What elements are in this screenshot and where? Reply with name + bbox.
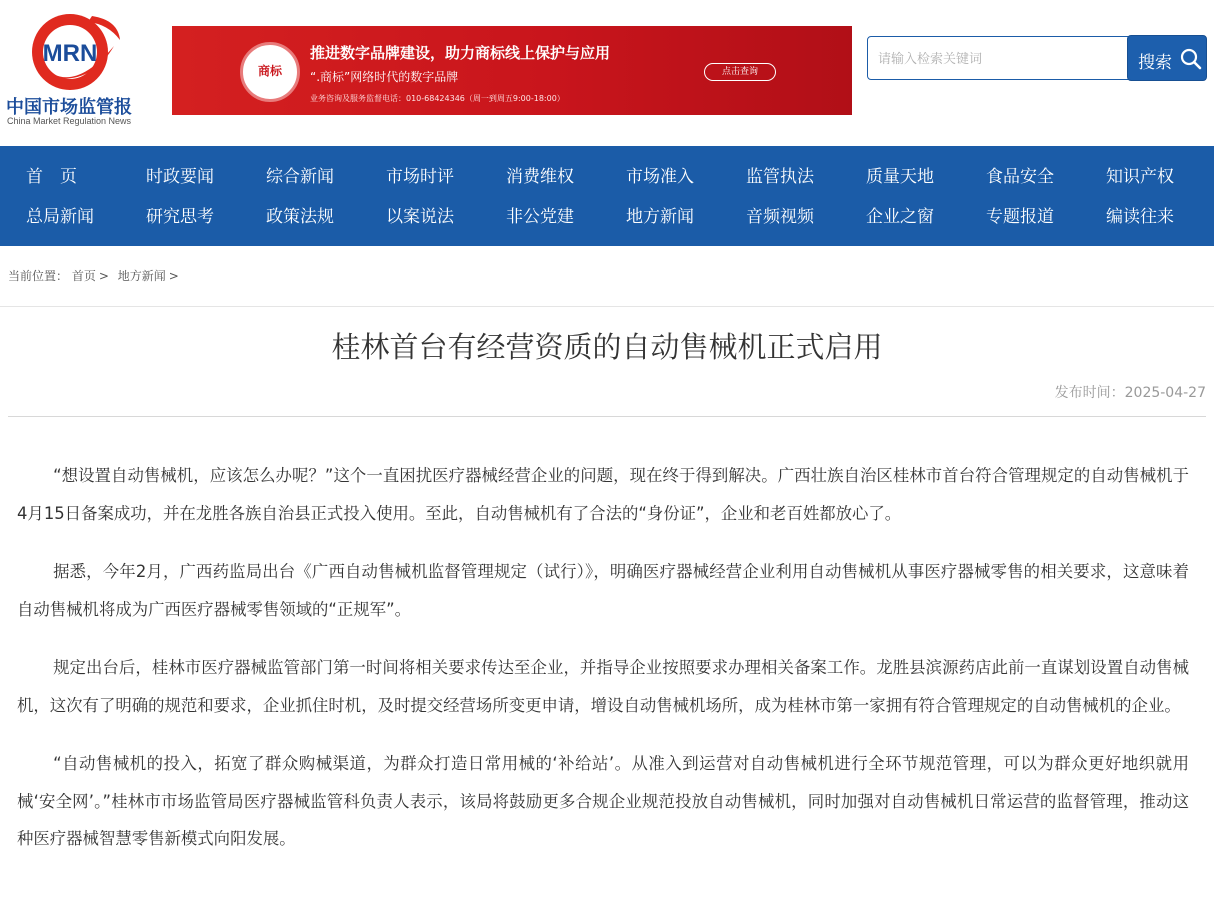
site-header xyxy=(0,0,1214,146)
breadcrumb-separator: > xyxy=(98,269,109,283)
breadcrumb-home[interactable]: 首页 xyxy=(71,269,96,283)
main-nav xyxy=(0,146,1214,246)
nav-item[interactable]: 地方新闻 xyxy=(626,207,694,227)
site-logo[interactable] xyxy=(0,0,150,135)
article-title: 桂林首台有经营资质的自动售械机正式启用 xyxy=(331,330,883,364)
nav-item[interactable]: 市场准入 xyxy=(626,167,694,187)
nav-item[interactable]: 非公党建 xyxy=(506,207,574,227)
article-paragraph: “自动售械机的投入，拓宽了群众购械渠道，为群众打造日常用械的‘补给站’。从准入到运营对自动售械机进行全环节规范管理，可以为群众更好地织就用械‘安全网’。”桂林市市场监管局医疗器械监管科负责人表示，该局将鼓励更多合规企业规范投放自动售械机，同时加强对自动售械机日常运营的监督管理，推动这种医疗器械智慧零售新模式向阳发展。 xyxy=(17,754,1189,848)
search-box xyxy=(867,36,1135,80)
svg-text:MRN: MRN xyxy=(42,40,98,67)
nav-row-2 xyxy=(0,202,1214,232)
nav-item[interactable]: 专题报道 xyxy=(986,207,1054,227)
nav-item[interactable]: 企业之窗 xyxy=(866,207,934,227)
nav-item[interactable]: 监管执法 xyxy=(746,167,814,187)
banner-query-button[interactable]: 点击查询 xyxy=(704,63,776,81)
article-paragraph: 规定出台后，桂林市医疗器械监管部门第一时间将相关要求传达至企业，并指导企业按照要求办理相关备案工作。龙胜县滨源药店此前一直谋划设置自动售械机，这次有了明确的规范和要求，企业抓住时机，及时提交经营场所变更申请，增设自动售械机场所，成为桂林市第一家拥有符合管理规定的自动售械机的企业。 xyxy=(17,658,1189,715)
article-pubdate: 发布时间：2025-04-27 xyxy=(1054,385,1206,401)
banner-headline: 推进数字品牌建设，助力商标线上保护与应用 xyxy=(310,44,611,62)
nav-item[interactable]: 时政要闻 xyxy=(146,167,214,187)
nav-item[interactable]: 知识产权 xyxy=(1106,167,1174,187)
nav-item[interactable]: 编读往来 xyxy=(1106,207,1174,227)
nav-item[interactable]: 消费维权 xyxy=(506,167,574,187)
nav-row-1 xyxy=(0,162,1214,192)
logo-name-en: China Market Regulation News xyxy=(7,116,132,126)
divider xyxy=(0,306,1214,307)
divider xyxy=(8,416,1206,417)
nav-item[interactable]: 市场时评 xyxy=(386,167,454,187)
nav-item[interactable]: 政策法规 xyxy=(266,207,334,227)
article-body xyxy=(17,457,1189,879)
breadcrumb-separator: > xyxy=(168,269,179,283)
nav-item[interactable]: 总局新闻 xyxy=(26,207,94,227)
search-icon xyxy=(1180,48,1202,70)
banner-subline: “.商标”网络时代的数字品牌 xyxy=(310,70,459,84)
breadcrumb-prefix: 当前位置： xyxy=(8,269,69,283)
logo-name-cn: 中国市场监管报 xyxy=(6,97,132,118)
logo-mark-icon xyxy=(22,6,122,94)
trademark-seal-icon: 商标 xyxy=(240,42,300,102)
search-button[interactable] xyxy=(1127,35,1207,81)
breadcrumb-local-news[interactable]: 地方新闻 xyxy=(117,269,166,283)
search-input[interactable] xyxy=(876,43,1128,75)
nav-item[interactable]: 音频视频 xyxy=(746,207,814,227)
nav-item[interactable]: 首 页 xyxy=(26,167,77,187)
banner-contact: 业务咨询及服务监督电话：010-68424346（周一到周五9:00-18:00） xyxy=(310,94,565,103)
breadcrumb xyxy=(8,266,184,286)
ad-banner[interactable] xyxy=(172,26,852,115)
nav-item[interactable]: 质量天地 xyxy=(866,167,934,187)
nav-item[interactable]: 食品安全 xyxy=(986,167,1054,187)
search-button-label: 搜索 xyxy=(1138,53,1172,73)
nav-item[interactable]: 研究思考 xyxy=(146,207,214,227)
article-paragraph: 据悉，今年2月，广西药监局出台《广西自动售械机监督管理规定（试行）》，明确医疗器械经营企业利用自动售械机从事医疗器械零售的相关要求，这意味着自动售械机将成为广西医疗器械零售领域的“正规军”。 xyxy=(17,562,1189,619)
nav-item[interactable]: 以案说法 xyxy=(386,207,454,227)
nav-item[interactable]: 综合新闻 xyxy=(266,167,334,187)
article-paragraph: “想设置自动售械机，应该怎么办呢？”这个一直困扰医疗器械经营企业的问题，现在终于得到解决。广西壮族自治区桂林市首台符合管理规定的自动售械机于4月15日备案成功，并在龙胜各族自治县正式投入使用。至此，自动售械机有了合法的“身份证”，企业和老百姓都放心了。 xyxy=(17,466,1189,523)
